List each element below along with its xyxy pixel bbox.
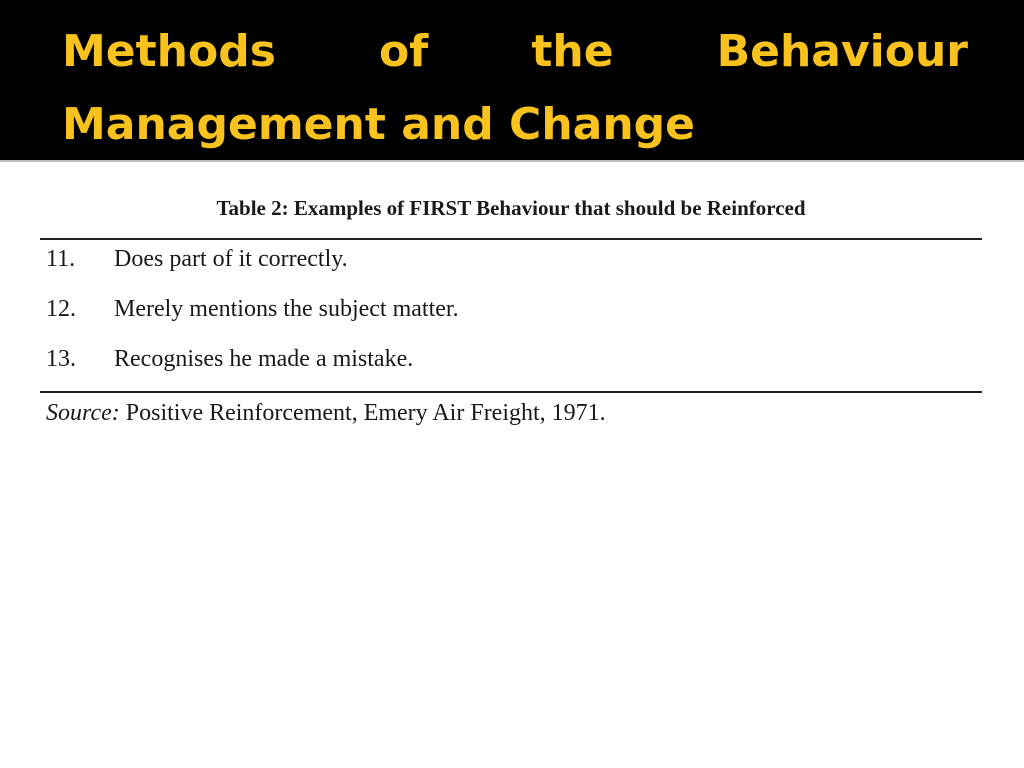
row-number: 12. <box>46 296 76 322</box>
slide-title-line-1 <box>62 22 968 82</box>
table-row <box>46 291 976 327</box>
title-word: Methods <box>62 26 276 77</box>
table-caption: Table 2: Examples of FIRST Behaviour that should be Reinforced <box>216 196 806 220</box>
title-divider <box>0 160 1024 168</box>
slide-title-line-2: Management and Change <box>62 99 695 150</box>
row-number: 13. <box>46 346 76 372</box>
row-text: Does part of it correctly. <box>114 246 348 272</box>
row-number: 11. <box>46 246 76 272</box>
title-word: of <box>378 26 429 77</box>
source-label: Source: <box>46 400 120 426</box>
table-top-rule <box>40 238 982 240</box>
title-word: the <box>531 26 614 77</box>
title-word: Behaviour <box>716 26 968 77</box>
table-row <box>46 341 976 377</box>
table-row <box>46 241 976 277</box>
row-text: Merely mentions the subject matter. <box>114 296 459 322</box>
source-text: Positive Reinforcement, Emery Air Freight, 1971. <box>119 400 606 426</box>
title-bar <box>0 0 1024 160</box>
table-source <box>46 395 606 431</box>
table-bottom-rule <box>40 391 982 393</box>
row-text: Recognises he made a mistake. <box>114 346 414 372</box>
